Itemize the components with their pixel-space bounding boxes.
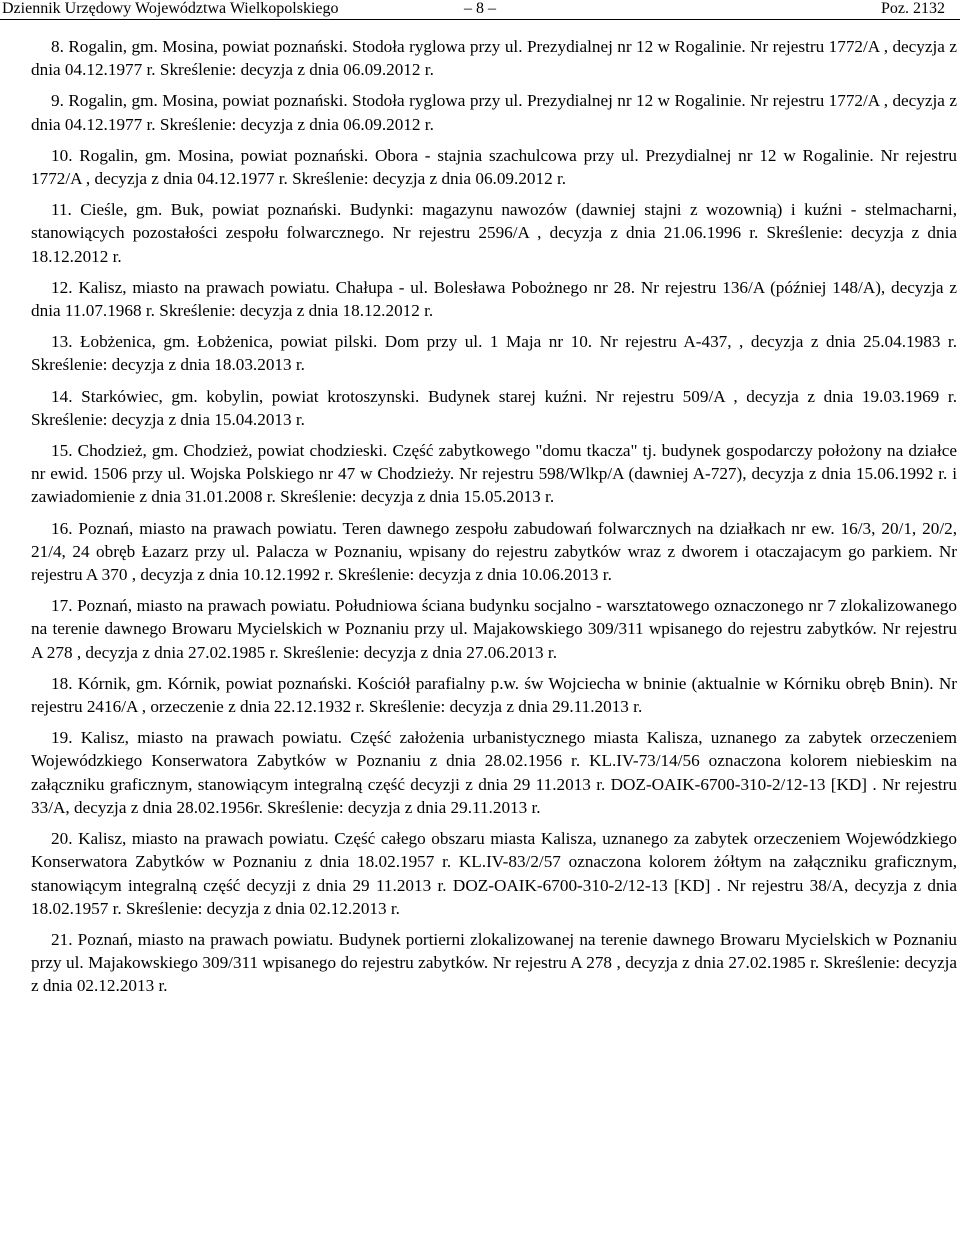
list-item: 13. Łobżenica, gm. Łobżenica, powiat pilski. Dom przy ul. 1 Maja nr 10. Nr rejestru A-437, , decyzja z dnia 25.04.1983 r. Skreślenie: decyzja z dnia 18.03.2013 r.	[31, 332, 957, 375]
page-number: – 8 –	[464, 0, 496, 17]
list-item: 20. Kalisz, miasto na prawach powiatu. Część całego obszaru miasta Kalisza, uznanego za zabytek orzeczeniem Wojewódzkiego Konserwatora Zabytków w Poznaniu z dnia 18.02.1957 r. KL.IV-83/2/57 oznaczona kolorem żółtym na załączniku graficznym, stanowiącym integralną część decyzji z dnia 29 11.2013 r. DOZ-OAIK-6700-310-2/12-13 [KD] . Nr rejestru 38/A, decyzja z dnia 18.02.1957 r. Skreślenie: decyzja z dnia 02.12.2013 r.	[31, 829, 957, 918]
list-item: 16. Poznań, miasto na prawach powiatu. Teren dawnego zespołu zabudowań folwarcznych na działkach nr ew. 16/3, 20/1, 20/2, 21/4, 24 obręb Łazarz przy ul. Palacza w Poznaniu, wpisany do rejestru zabytków wraz z dworem i otaczajacym go parkiem. Nr rejestru A 370 , decyzja z dnia 10.12.1992 r. Skreślenie: decyzja z dnia 10.06.2013 r.	[31, 518, 957, 585]
list-item: 11. Cieśle, gm. Buk, powiat poznański. Budynki: magazynu nawozów (dawniej stajni z wozownią) i kuźni - stelmacharni, stanowiących pozostałości zespołu folwarcznego. Nr rejestru 2596/A , decyzja z dnia 21.06.1996 r. Skreślenie: decyzja z dnia 18.12.2012 r.	[31, 200, 957, 266]
list-item: 14. Starkówiec, gm. kobylin, powiat krotoszynski. Budynek starej kuźni. Nr rejestru 509/A , decyzja z dnia 19.03.1969 r. Skreślenie: decyzja z dnia 15.04.2013 r.	[31, 386, 957, 429]
journal-title: Dziennik Urzędowy Województwa Wielkopolskiego	[2, 0, 339, 17]
list-item: 15. Chodzież, gm. Chodzież, powiat chodzieski. Część zabytkowego "domu tkacza" tj. budynek gospodarczy położony na działce nr ewid. 1506 przy ul. Wojska Polskiego nr 47 w Chodzieży. Nr rejestru 598/Wlkp/A (dawniej A-727), decyzja z dnia 15.06.1992 r. i zawiadomienie z dnia 31.01.2008 r. Skreślenie: decyzja z dnia 15.05.2013 r.	[31, 441, 957, 507]
list-item: 12. Kalisz, miasto na prawach powiatu. Chałupa - ul. Bolesława Pobożnego nr 28. Nr rejestru 136/A (później 148/A), decyzja z dnia 11.07.1968 r. Skreślenie: decyzja z dnia 18.12.2012 r.	[31, 277, 957, 321]
list-item: 18. Kórnik, gm. Kórnik, powiat poznański. Kościół parafialny p.w. św Wojciecha w bninie (aktualnie w Kórniku obręb Bnin). Nr rejestru 2416/A , orzeczenie z dnia 22.12.1932 r. Skreślenie: decyzja z dnia 29.11.2013 r.	[31, 673, 957, 717]
header-divider	[0, 19, 960, 20]
document-body	[31, 35, 957, 1006]
list-item: 8. Rogalin, gm. Mosina, powiat poznański. Stodoła ryglowa przy ul. Prezydialnej nr 12 w Rogalinie. Nr rejestru 1772/A , decyzja z dnia 04.12.1977 r. Skreślenie: decyzja z dnia 06.09.2012 r.	[31, 37, 957, 80]
list-item: 21. Poznań, miasto na prawach powiatu. Budynek portierni zlokalizowanej na terenie dawnego Browaru Mycielskich w Poznaniu przy ul. Majakowskiego 309/311 wpisanego do rejestru zabytków. Nr rejestru A 278 , decyzja z dnia 27.02.1985 r. Skreślenie: decyzja z dnia 02.12.2013 r.	[31, 929, 957, 996]
list-item: 9. Rogalin, gm. Mosina, powiat poznański. Stodoła ryglowa przy ul. Prezydialnej nr 12 w Rogalinie. Nr rejestru 1772/A , decyzja z dnia 04.12.1977 r. Skreślenie: decyzja z dnia 06.09.2012 r.	[31, 91, 957, 134]
list-item: 19. Kalisz, miasto na prawach powiatu. Część założenia urbanistycznego miasta Kalisza, uznanego za zabytek orzeczeniem Wojewódzkiego Konserwatora Zabytków w Poznaniu z dnia 28.02.1956 r. KL.IV-73/14/56 oznaczona kolorem niebieskim na załączniku graficznym, stanowiącym integralną część decyzji z dnia 29 11.2013 r. DOZ-OAIK-6700-310-2/12-13 [KD] . Nr rejestru 33/A, decyzja z dnia 28.02.1956r. Skreślenie: decyzja z dnia 29.11.2013 r.	[31, 728, 957, 817]
list-item: 10. Rogalin, gm. Mosina, powiat poznański. Obora - stajnia szachulcowa przy ul. Prezydialnej nr 12 w Rogalinie. Nr rejestru 1772/A , decyzja z dnia 04.12.1977 r. Skreślenie: decyzja z dnia 06.09.2012 r.	[31, 145, 957, 189]
list-item: 17. Poznań, miasto na prawach powiatu. Południowa ściana budynku socjalno - warsztatowego oznaczonego nr 7 zlokalizowanego na terenie dawnego Browaru Mycielskich w Poznaniu przy ul. Majakowskiego 309/311 wpisanego do rejestru zabytków. Nr rejestru A 278 , decyzja z dnia 27.02.1985 r. Skreślenie: decyzja z dnia 27.06.2013 r.	[31, 596, 957, 662]
position-number: Poz. 2132	[881, 0, 945, 17]
